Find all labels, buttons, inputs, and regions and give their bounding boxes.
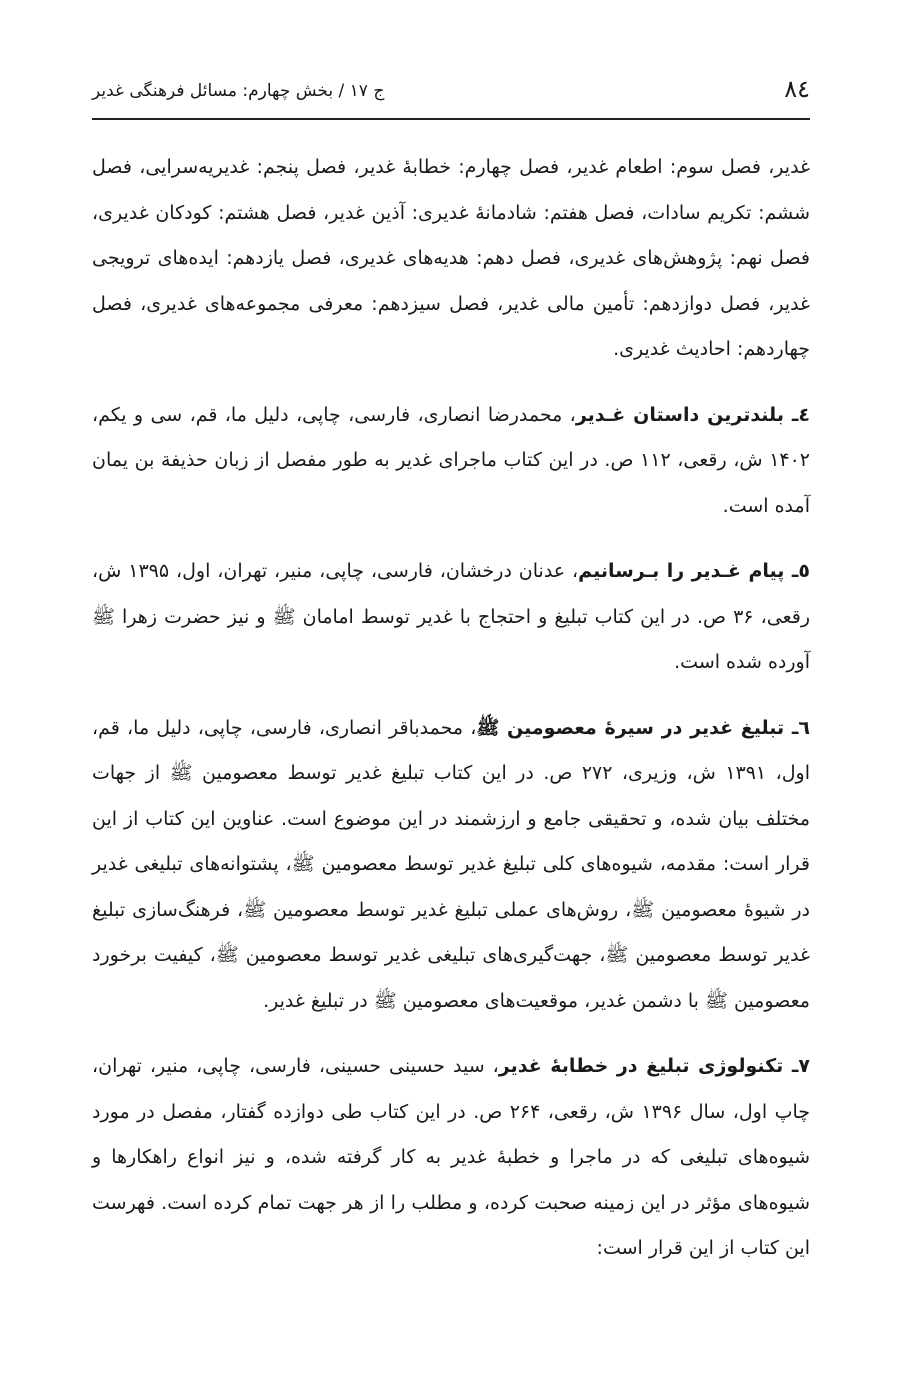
page-body — [92, 145, 810, 1292]
intro-paragraph — [92, 145, 810, 373]
entry-6 — [92, 706, 810, 1025]
entry-title: ٥ـ پیام غـدیر را بـرسانیم — [578, 560, 811, 582]
intro-text: غدیر، فصل سوم: اطعام غدیر، فصل چهارم: خطابهٔ غدیر، فصل پنجم: غدیریه‌سرایی، فصل ششم: تکریم سادات، فصل هفتم: شادمانهٔ غدیری: آذین غدیر، فصل هشتم: کودکان غدیری، فصل نهم: پژوهش‌های غدیری، فصل دهم: هدیه‌های غدیری، فصل یازدهم: ایده‌های ترویجی غدیر، فصل دوازدهم: تأمین مالی غدیر، فصل سیزدهم: معرفی مجموعه‌های غدیری، فصل چهاردهم: احادیث غدیری. — [92, 156, 810, 360]
entry-5 — [92, 549, 810, 686]
entry-text: ، محمدباقر انصاری، فارسی، چاپی، دلیل ما، قم، اول، ۱۳۹۱ ش، وزیری، ۲۷۲ ص. در این کتاب تبلیغ غدیر توسط معصومین ﷺ از جهات مختلف بیان شده، و تحقیقی جامع و ارزشمند در این موضوع است. عناوین این کتاب از این قرار است: مقدمه، شیوه‌های کلی تبلیغ غدیر توسط معصومین ﷺ، پشتوانه‌های تبلیغی غدیر در شیوهٔ معصومین ﷺ، روش‌های عملی تبلیغ غدیر توسط معصومین ﷺ، فرهنگ‌سازی تبلیغ غدیر توسط معصومین ﷺ، جهت‌گیری‌های تبلیغی غدیر توسط معصومین ﷺ، کیفیت برخورد معصومین ﷺ با دشمن غدیر، موقعیت‌های معصومین ﷺ در تبلیغ غدیر. — [92, 716, 811, 1012]
document-page — [92, 0, 810, 1390]
entry-title: ٦ـ تبلیغ غدیر در سیرهٔ معصومین ﷺ — [476, 716, 811, 739]
entry-text: ، عدنان درخشان، فارسی، چاپی، منیر، تهران، اول، ۱۳۹۵ ش، رقعی، ۳۶ ص. در این کتاب تبلیغ و احتجاج با غدیر توسط امامان ﷺ و نیز حضرت زهرا ﷺ آورده شده است. — [92, 560, 810, 673]
header-rule — [92, 118, 810, 120]
page-number: ۸٤ — [784, 75, 810, 103]
entry-title: ۷ـ تکنولوژی تبلیغ در خطابهٔ غدیر — [498, 1055, 810, 1077]
running-head: ج ۱۷ / بخش چهارم: مسائل فرهنگی غدیر — [92, 81, 385, 101]
entry-4 — [92, 393, 810, 530]
entry-text: ، سید حسینی حسینی، فارسی، چاپی، منیر، تهران، چاپ اول، سال ۱۳۹۶ ش، رقعی، ۲۶۴ ص. در این کتاب طی دوازده گفتار، مفصل در مورد شیوه‌های تبلیغی که در ماجرا و خطبهٔ غدیر به کار گرفته شده، و نیز انواع راهکارها و شیوه‌های مؤثر در این زمینه صحبت کرده، و مطلب را از هر جهت تمام کرده است. فهرست این کتاب از این قرار است: — [92, 1055, 810, 1259]
entry-title: ٤ـ بلندترین داستان غـدیر — [575, 403, 810, 426]
page-header — [92, 74, 810, 114]
entry-text: ، محمدرضا انصاری، فارسی، چاپی، دلیل ما، قم، سی و یکم، ۱۴۰۲ ش، رقعی، ۱۱۲ ص. در این کتاب ماجرای غدیر به طور مفصل از زبان حذیفة بن یمان آمده است. — [92, 403, 811, 517]
entry-7 — [92, 1044, 810, 1272]
